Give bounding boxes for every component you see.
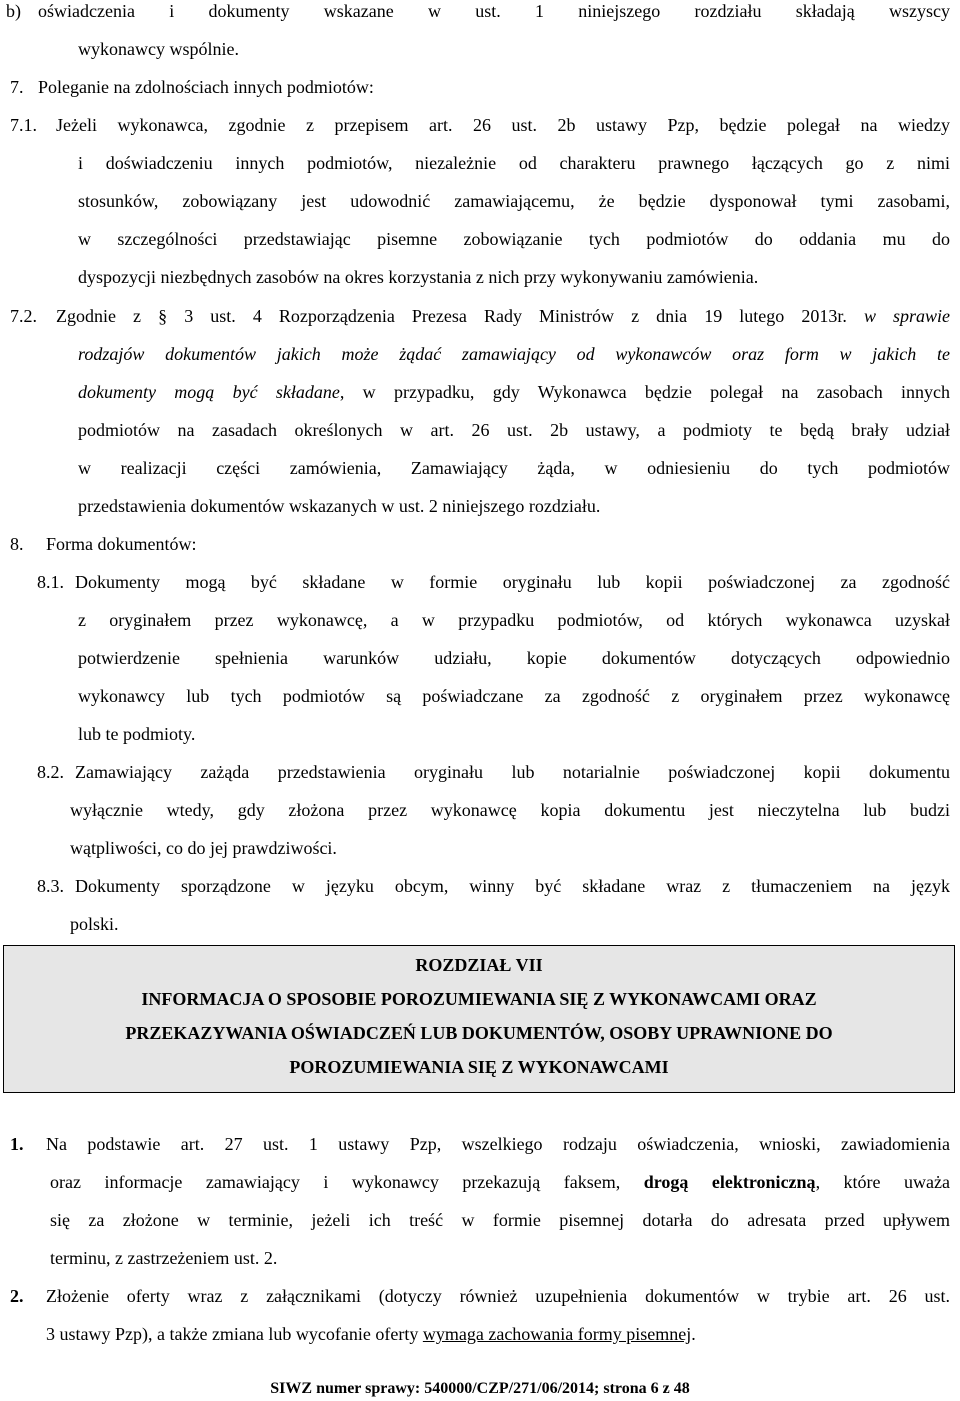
paragraph-line-italic: rodzajów dokumentów jakich może żądać zamawiający od wykonawców oraz form w jakich te [78,344,950,364]
paragraph-line: polski. [70,914,119,934]
section-number: 7.2. [10,306,37,326]
section-sign: § [158,306,168,326]
paragraph-line: i doświadczeniu innych podmiotów, niezależnie od charakteru prawnego łączących go z nimi [78,153,950,173]
section-number: 8.3. [37,876,64,896]
paragraph-line: wykonawcy lub tych podmiotów są poświadczane za zgodność z oryginałem przez wykonawcę [78,686,950,706]
section-number: 7.1. [10,115,37,135]
paragraph-line: potwierdzenie spełnienia warunków udziału, kopie dokumentów dotyczących odpowiednio [78,648,950,668]
page-footer: SIWZ numer sprawy: 540000/CZP/271/06/2014; strona 6 z 48 [270,1380,690,1397]
paragraph-b-line: wykonawcy wspólnie. [78,39,239,59]
text-run: Zgodnie z [56,306,142,326]
paragraph-b-line: oświadczenia i dokumenty wskazane w ust. 1 niniejszego rozdziału składają wszyscy [38,1,950,21]
paragraph-line: wątpliwości, co do jej prawdziwości. [70,838,337,858]
paragraph-line [56,305,950,327]
chapter-subtitle-line: INFORMACJA O SPOSOBIE POROZUMIEWANIA SIĘ Z WYKONAWCAMI ORAZ [141,989,817,1009]
text-run-italic: dokumenty mogą być składane [78,382,340,402]
text-run: , które uważa [815,1172,951,1192]
chapter-header-box [3,945,955,1093]
list-label-b: b) [6,1,21,21]
paragraph-line: przedstawienia dokumentów wskazanych w ust. 2 niniejszego rozdziału. [78,496,601,516]
section-title: Forma dokumentów: [46,534,197,554]
text-run: 3 ust. 4 Rozporządzenia Prezesa Rady Ministrów z dnia 19 lutego 2013r. [184,306,847,326]
paragraph-line: lub te podmioty. [78,724,196,744]
paragraph-line: Na podstawie art. 27 ust. 1 ustawy Pzp, wszelkiego rodzaju oświadczenia, wnioski, zawiadomienia [46,1134,950,1154]
paragraph-line: Dokumenty mogą być składane w formie oryginału lub kopii poświadczonej za zgodność [75,572,950,592]
item-number: 1. [10,1134,24,1154]
paragraph-line: podmiotów na zasadach określonych w art. 26 ust. 2b ustawy, a podmioty te będą brały udział [78,420,950,440]
paragraph-line: w szczególności przedstawiając pisemne zobowiązanie tych podmiotów do oddania mu do [78,229,950,249]
paragraph-line: z oryginałem przez wykonawcę, a w przypadku podmiotów, od których wykonawca uzyskał [78,610,950,630]
paragraph-line: stosunków, zobowiązany jest udowodnić zamawiającemu, że będzie dysponował tymi zasobami, [78,191,950,211]
paragraph-line: się za złożone w terminie, jeżeli ich treść w formie pisemnej dotarła do adresata przed upływem [50,1210,950,1230]
paragraph-line [78,381,950,403]
paragraph-line: w realizacji części zamówienia, Zamawiający żąda, w odniesieniu do tych podmiotów [78,458,950,478]
text-run-italic: w sprawie [863,306,951,326]
paragraph-line: Dokumenty sporządzone w języku obcym, winny być składane wraz z tłumaczeniem na język [75,876,950,896]
paragraph-line: Jeżeli wykonawca, zgodnie z przepisem art. 26 ust. 2b ustawy Pzp, będzie polegał na wiedzy [56,115,950,135]
item-number: 2. [10,1286,24,1306]
paragraph-line: Zamawiający zażąda przedstawienia oryginału lub notarialnie poświadczonej kopii dokumentu [75,762,950,782]
text-run: 3 ustawy Pzp), a także zmiana lub wycofanie oferty [46,1324,419,1344]
section-number: 8.2. [37,762,64,782]
paragraph-line [46,1323,696,1345]
paragraph-line [50,1171,950,1193]
section-number: 7. [10,77,24,97]
section-title: Poleganie na zdolnościach innych podmiotów: [38,77,374,97]
chapter-subtitle-line: PRZEKAZYWANIA OŚWIADCZEŃ LUB DOKUMENTÓW, OSOBY UPRAWNIONE DO [125,1023,833,1043]
chapter-title: ROZDZIAŁ VII [415,955,543,975]
text-run-underlined: wymaga zachowania formy pisemnej [422,1324,692,1344]
text-run: oraz informacje zamawiający i wykonawcy przekazują faksem, [50,1172,621,1192]
paragraph-line: terminu, z zastrzeżeniem ust. 2. [50,1248,278,1268]
section-number: 8.1. [37,572,64,592]
text-run: . [691,1324,696,1344]
text-run: , w przypadku, gdy Wykonawca będzie polegał na zasobach innych [339,382,950,402]
chapter-subtitle-line: POROZUMIEWANIA SIĘ Z WYKONAWCAMI [289,1057,669,1077]
paragraph-line: Złożenie oferty wraz z załącznikami (dotyczy również uzupełnienia dokumentów w trybie art. 26 ust. [46,1286,950,1306]
paragraph-line: wyłącznie wtedy, gdy złożona przez wykonawcę kopia dokumentu jest nieczytelna lub budzi [70,800,950,820]
section-number: 8. [10,534,24,554]
text-run-bold: drogą elektroniczną [643,1172,816,1192]
paragraph-line: dyspozycji niezbędnych zasobów na okres korzystania z nich przy wykonywaniu zamówienia. [78,267,759,287]
